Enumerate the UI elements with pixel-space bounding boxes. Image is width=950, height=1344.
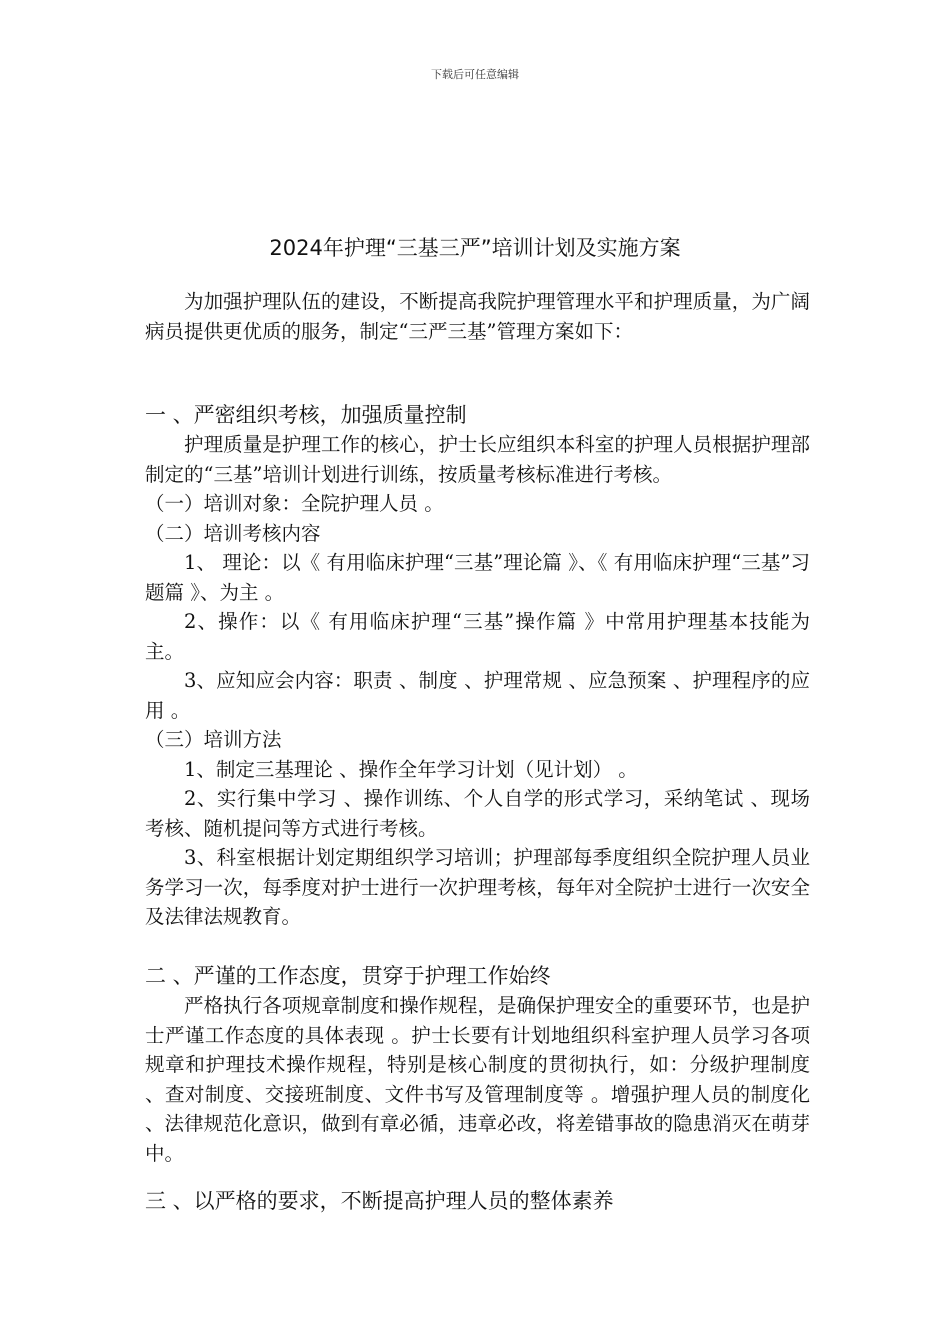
section-3 <box>145 1186 810 1216</box>
section-3-heading: 三 、以严格的要求，不断提高护理人员的整体素养 <box>145 1189 614 1213</box>
training-target: （一）培训对象：全院护理人员 。 <box>145 492 444 515</box>
training-content-heading: （二）培训考核内容 <box>145 521 321 545</box>
intro-paragraph: 为加强护理队伍的建设，不断提高我院护理管理水平和护理质量，为广阔病员提供更优质的服务，制定“三严三基”管理方案如下： <box>145 290 810 343</box>
content-item-knowledge: 3、应知应会内容：职责 、制度 、护理常规 、应急预案 、护理程序的应用 。 <box>145 669 810 722</box>
content-item-theory: 1、 理论：以《 有用临床护理“三基”理论篇 》、《 有用临床护理“三基”习题篇 》、为主 。 <box>145 551 810 604</box>
training-method-heading: （三）培训方法 <box>145 728 282 751</box>
method-item-3: 3、科室根据计划定期组织学习培训；护理部每季度组织全院护理人员业务学习一次，每季度对护士进行一次护理考核，每年对全院护士进行一次安全及法律法规教育。 <box>145 846 810 928</box>
section-2-heading: 二 、严谨的工作态度，贯穿于护理工作始终 <box>145 964 551 988</box>
intro-block <box>145 287 810 346</box>
document-title: 2024年护理“三基三严”培训计划及实施方案 <box>269 236 681 260</box>
section-1-paragraph: 护理质量是护理工作的核心，护士长应组织本科室的护理人员根据护理部制定的“三基”培训计划进行训练，按质量考核标准进行考核。 <box>145 433 810 486</box>
method-item-2: 2、实行集中学习 、操作训练、个人自学的形式学习，采纳笔试 、现场考核、随机提问等方式进行考核。 <box>145 787 810 840</box>
section-2-paragraph: 严格执行各项规章制度和操作规程，是确保护理安全的重要环节，也是护士严谨工作态度的具体表现 。护士长要有计划地组织科室护理人员学习各项规章和护理技术操作规程，特别是核心制度的贯彻执行，如：分级护理制度 、查对制度、交接班制度、文件书写及管理制度等 。增强护理人员的制度化 、法律规范化意识，做到有章必循，违章必改，将差错事故的隐患消灭在萌芽中。 <box>145 994 810 1165</box>
method-item-1: 1、制定三基理论 、操作全年学习计划（见计划） 。 <box>184 757 638 781</box>
section-1-heading: 一 、严密组织考核，加强质量控制 <box>145 403 467 427</box>
section-1 <box>145 400 810 932</box>
content-item-operation: 2、操作：以《 有用临床护理“三基”操作篇 》中常用护理基本技能为主。 <box>145 610 810 663</box>
header-watermark: 下载后可任意编辑 <box>431 68 519 81</box>
section-2 <box>145 961 810 1168</box>
